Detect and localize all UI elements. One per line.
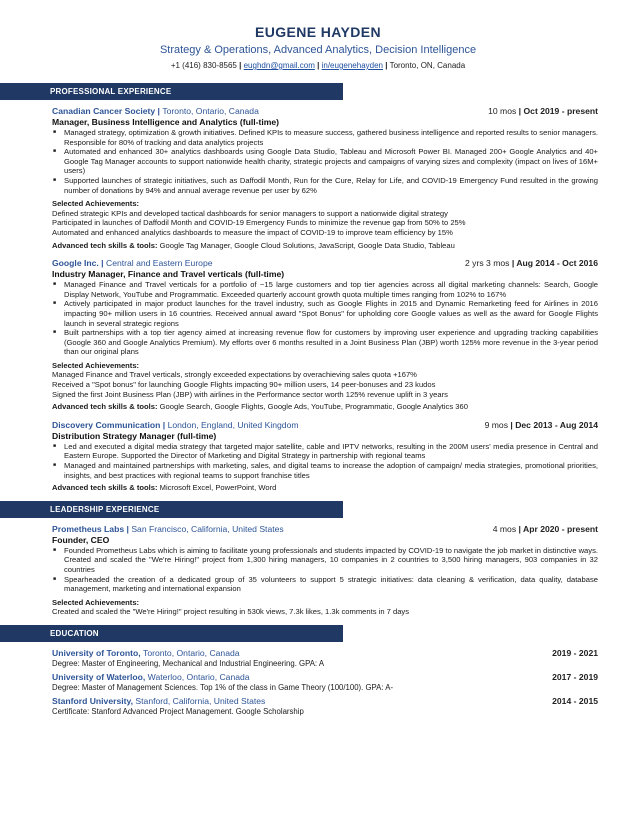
job-title: Industry Manager, Finance and Travel verticals (full-time) [52,269,285,280]
phone: +1 (416) 830-8565 [170,61,237,70]
separator: | [317,61,320,70]
achievement-item: Defined strategic KPIs and developed tactical dashboards for senior managers to support a nationwide digital strategy [52,208,448,218]
bullet-item: ■ Founded Prometheus Labs which is aiming to facilitate young professionals and students impacted by COVID-19 to navigate the job market in distinctive ways. Created and scaled the "We're Hiring!" project from 1,300 hiring managers, 10 companies in 2 countries to 3,500 hiring managers, 903 companies in 32 countries [64,546,598,575]
education-entry [52,648,598,669]
degree: Degree: Master of Management Sciences. Top 1% of the class in Game Theory (100/100). GPA: A- [52,682,394,692]
leadership-section [0,524,636,617]
bullet-item: ■ Automated and enhanced 30+ analytics dashboards using Google Data Studio, Tableau and Microsoft Power BI. Managed 200+ Google Analytics and 40+ Google Tag Manager accounts to support nationwide health charity, strategic projects and campaigns of varying sizes and complexity (impact on lives of 16M+ users) [64,147,598,176]
bullet-item: ■ Managed and maintained partnerships with marketing, sales, and digital teams to increase the adoption of campaign/ media strategies, promotional priorities, insights, and best practices with regional teams to support franchise titles [64,461,598,480]
job-entry [52,420,598,493]
employer: Canadian Cancer Society | Toronto, Ontario, Canada [52,106,259,116]
bullet-list [52,128,598,195]
resume-header [0,0,636,71]
separator: | [239,61,242,70]
section-header-education: EDUCATION [0,625,343,642]
email-link[interactable]: eughdn@gmail.com [243,61,315,70]
job-entry [52,106,598,250]
job-dates: 9 mos | Dec 2013 - Aug 2014 [484,419,598,430]
linkedin-link[interactable]: in/eugenehayden [321,61,383,70]
achievement-item: Created and scaled the "We're Hiring!" project resulting in 530k views, 7.3k likes, 1.3k comments in 7 days [52,607,410,617]
job-dates: 4 mos | Apr 2020 - present [492,523,598,534]
separator: | [385,61,388,70]
tagline: Strategy & Operations, Advanced Analytics, Decision Intelligence [159,44,477,56]
achievement-item: Received a "Spot bonus" for launching Google Flights impacting 90+ million users, 14 peer-bonuses and 23 kudos [52,380,436,390]
bullet-list [52,546,598,594]
tools-line: Advanced tech skills & tools: Google Tag Manager, Google Cloud Solutions, JavaScript, Google Data Studio, Tableau [52,240,455,250]
employer: Discovery Communication | London, England, United Kingdom [52,419,299,430]
experience-section [0,106,636,493]
achievement-item: Participated in launches of Daffodil Month and COVID-19 Emergency Funds to minimize the revenue gap from 50% to 25% [52,218,466,228]
education-entry [52,696,598,717]
bullet-item: ■ Managed strategy, optimization & growth initiatives. Defined KPIs to measure success, gathered business intelligence and reported results to senior managers. Responsible for 80% of tracking and data analytics projects [64,128,598,147]
job-entry [52,524,598,617]
tools-line: Advanced tech skills & tools: Google Search, Google Flights, Google Ads, YouTube, Programmatic, Google Analytics 360 [52,402,468,412]
job-dates: 10 mos | Oct 2019 - present [488,106,598,116]
degree: Certificate: Stanford Advanced Project Management. Google Scholarship [52,706,304,716]
achievement-item: Managed Finance and Travel verticals, strongly exceeded expectations by overachieving sales quota +167% [52,370,417,380]
section-header-leadership: LEADERSHIP EXPERIENCE [0,501,343,518]
education-years: 2017 - 2019 [552,671,598,682]
job-title: Distribution Strategy Manager (full-time) [52,430,217,441]
achievement-item: Signed the first Joint Business Plan (JBP) with airlines in the Performance sector worth 125% revenue uplift in 3 years [52,389,448,399]
achievements-heading: Selected Achievements: [52,199,140,209]
location: Toronto, ON, Canada [389,61,466,70]
achievements-heading: Selected Achievements: [52,360,140,370]
school-name: Stanford University, Stanford, California, United States [52,695,266,706]
bullet-list [52,442,598,480]
school-name: University of Toronto, Toronto, Ontario, Canada [52,647,240,658]
bullet-list [52,280,598,357]
education-entry [52,672,598,693]
school-name: University of Waterloo, Waterloo, Ontario, Canada [52,671,250,682]
bullet-item: ■ Built partnerships with a top tier agency aimed at increasing revenue flow for customers by improving user experience and upgrading tracking capabilities (Google 360 and Google Analytics Premium). My efforts over 6 months resulted in a Joint Business Plan (JBP) worth 125% more revenue in the 3-year period than our original plans [64,328,598,357]
job-title: Manager, Business Intelligence and Analytics (full-time) [52,117,279,127]
tools-line: Advanced tech skills & tools: Microsoft Excel, PowerPoint, Word [52,483,277,493]
education-years: 2014 - 2015 [552,695,598,706]
bullet-item: ■ Managed Finance and Travel verticals for a portfolio of ~15 large customers and top tier agencies across all digital marketing channels: Search, Google Display Network, YouTube and Programmatic. Exceeded quarterly account growth quota multiple times ranging from 102% to 167% [64,280,598,299]
contact-line [0,60,636,71]
bullet-item: ■ Supported launches of strategic initiatives, such as Daffodil Month, Run for the Cure, Relay for Life, and COVID-19 Emergency Fund resulted in the growing number of donations by 94% and annual average revenue per user by 62% [64,176,598,195]
achievement-item: Automated and enhanced analytics dashboards to measure the impact of COVID-19 to improve team efficiency by 15% [52,227,453,237]
bullet-item: ■ Led and executed a digital media strategy that targeted major satellite, cable and IPTV networks, resulting in the 200M users' media presence in Central and Eastern Europe. Supported the Director of Marketing and Digital Strategy in partnership with regional teams [64,442,598,461]
job-dates: 2 yrs 3 mos | Aug 2014 - Oct 2016 [465,258,598,269]
education-years: 2019 - 2021 [552,647,598,658]
employer: Prometheus Labs | San Francisco, California, United States [52,523,284,534]
bullet-item: ■ Spearheaded the creation of a dedicated group of 35 volunteers to support 5 strategic initiatives: data cleaning & verification, data quality, database management, marketing and international expansion [64,575,598,594]
education-section [0,648,636,717]
job-entry [52,258,598,412]
employer: Google Inc. | Central and Eastern Europe [52,258,213,269]
section-header-experience: PROFESSIONAL EXPERIENCE [0,83,343,100]
bullet-item: ■ Actively participated in major product launches for the travel industry, such as Google Flights in 2015 and Dynamic Remarketing feed for Airlines in 2016 impacting 90+ million users in 16 countries. Received annual award "Spot Bonus" for upholding core Google values as well as the award for Google Flights launch in several strategic regions [64,299,598,328]
achievements-heading: Selected Achievements: [52,597,140,607]
job-title: Founder, CEO [52,534,110,545]
candidate-name: EUGENE HAYDEN [254,24,382,40]
degree: Degree: Master of Engineering, Mechanical and Industrial Engineering. GPA: A [52,658,325,668]
